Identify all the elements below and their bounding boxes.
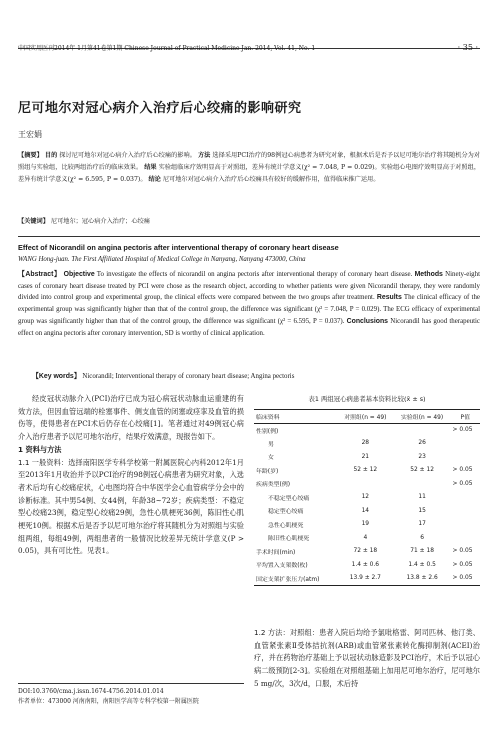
table-cell: 71 ± 18 [410, 548, 434, 555]
running-head [18, 43, 480, 52]
author: 王宏娟 [18, 130, 42, 139]
table-cell: 17 [418, 521, 426, 528]
table-cell: 男 [268, 441, 274, 448]
results-label: 结果 [144, 164, 157, 171]
table-cell: 13.9 ± 2.7 [349, 575, 381, 581]
objective-text-en: To investigate the effects of nicorandil on angina pectoris after interventional therapy of coronary heart disease. [96, 271, 413, 278]
keywords-label-en: 【Key words】 [32, 373, 81, 380]
table-cell: 女 [268, 455, 274, 462]
table-cell: > 0.05 [452, 467, 473, 474]
table-cell [451, 491, 480, 505]
table-cell: 1.4 ± 0.6 [351, 561, 380, 568]
abstract-label: 【摘要】 [18, 152, 43, 159]
footer-notes [18, 683, 244, 707]
table-row [254, 572, 480, 586]
table-cell [394, 477, 451, 491]
table-cell: > 0.05 [452, 548, 473, 555]
results-text-en: The clinical efficacy of the experimental group was significantly higher than that of the control group, the difference was significant (χ² = 7.048, P = 0.029). The ECG efficacy of experimental group was significantly higher than that of the control group, the difference was significant (χ² = 6.595, P = 0.037). [18, 294, 480, 325]
keywords-cn [18, 217, 480, 237]
objective-label: 目的 [44, 152, 58, 159]
table-cell: 52 ± 12 [410, 467, 434, 474]
table-row [254, 558, 480, 572]
table-cell: 陈旧性心肌梗死 [268, 536, 310, 543]
table-cell: > 0.05 [452, 480, 473, 487]
table-cell: 21 [361, 453, 370, 460]
table-row [254, 491, 480, 505]
table-header: 临床资料 [256, 414, 280, 421]
table-row [254, 423, 480, 437]
table-cell [337, 423, 394, 437]
doi: DOI:10.3760/cma.j.issn.1674-4756.2014.01.014 [18, 688, 164, 695]
table-cell: 手术时间(min) [256, 549, 296, 556]
table-row [254, 437, 480, 451]
objective-text: 探讨尼可地尔对冠心病介入治疗后心绞痛的影响。 [59, 152, 196, 159]
table-cell: 72 ± 18 [353, 548, 378, 555]
abstract-en [18, 269, 480, 339]
table-cell: 4 [363, 534, 368, 541]
page-number: · 35 · [457, 43, 478, 52]
table-cell: 年龄(岁) [256, 468, 279, 475]
keywords-text: 尼可地尔；冠心病介入治疗；心绞痛 [50, 218, 150, 225]
table-cell: 1.4 ± 0.5 [408, 561, 436, 568]
subsection-1-2-label: 1.2 方法： [254, 628, 290, 637]
methods-label: 方法 [197, 152, 211, 159]
table-title: 表1 两组冠心病患者基本资料比较(x̄ ± s) [308, 395, 426, 403]
table-cell: 28 [361, 440, 370, 447]
table-cell: 52 ± 12 [353, 467, 378, 474]
subsection-1-1-text: 选择南阳医学专科学校第一附属医院心内科2012年1月至2013年1月收治并予以PCI治疗的98例冠心病患者为研究对象，入选者术后均有心绞痛症状，心电图均符合中华医学会心血管病学分会中的诊断标准。其中男54例、女44例，年龄38~72岁；疾病类型：不稳定型心绞痛23例，稳定型心绞痛29例，急性心肌梗死36例，陈旧性心肌梗死10例。根据术后是否予以尼可地尔治疗将其随机分为对照组与实验组两组，每组49例，两组患者的一般情况比较差异无统计学意义(P > 0.05)，具有可比性。见表1。 [18, 457, 244, 556]
table-header: 对照组(n = 49) [344, 414, 387, 421]
author-en: WANG Hong-juan. The First Affiliated Hospital of Medical College in Nanyang, Nanyang 473000, China [18, 256, 306, 263]
table-cell: 19 [361, 521, 370, 528]
abstract-label-en: 【Abstract】 [18, 271, 62, 278]
table-cell: 15 [418, 507, 426, 514]
section-heading-1: 1 资料与方法 [18, 444, 62, 454]
table-cell [451, 450, 480, 464]
methods-label-en: Methods [414, 271, 443, 278]
table-cell: 平均置入支架数(枚) [256, 563, 308, 570]
keywords-text-en: Nicorandil; Interventional therapy of coronary heart disease; Angina pectoris [82, 373, 295, 380]
keywords-label: 【关键词】 [18, 218, 49, 225]
table-row [254, 477, 480, 491]
methods-text-en: Ninety-eight cases of coronary heart disease treated by PCI were chose as the research object, according to whether patients were given Nicorandil therapy, they were randomly divided into control group and experimental group, the clinical effects were compared between the two groups after treatment. [18, 271, 480, 302]
table-cell: > 0.05 [452, 561, 473, 568]
table-cell: 23 [418, 453, 426, 460]
abstract-cn [18, 150, 480, 186]
subsection-1-1-label: 1.1 一般资料： [18, 457, 69, 467]
table-cell [451, 437, 480, 451]
table-cell: 13.8 ± 2.6 [406, 575, 438, 581]
table-row [254, 545, 480, 559]
table-cell [337, 477, 394, 491]
table-cell: 12 [361, 494, 370, 501]
table-row [254, 518, 480, 532]
table-cell: 26 [418, 440, 426, 447]
body-right-column [254, 627, 480, 691]
table-cell: 性别(例) [256, 428, 279, 435]
table-cell: 国定支架扩张压力(atm) [256, 576, 320, 583]
table-cell [451, 531, 480, 545]
table-header-row [254, 410, 480, 424]
author-affiliation: 作者单位：473000 河南南阳，南阳医学高等专科学校第一附属医院 [18, 698, 199, 705]
table-row [254, 504, 480, 518]
table-cell: 疾病类型(例) [256, 482, 291, 489]
keywords-en [32, 372, 480, 382]
article-title-en: Effect of Nicorandil on angina pectoris after interventional therapy of coronary heart disease [18, 243, 339, 252]
methods-text: 选择采用PCI治疗的98例冠心病患者为研究对象，根据术后是否予以尼可地尔治疗将其随机分为对照组与实验组，比较两组治疗后的临床效果。 [18, 152, 481, 171]
subsection-1-2-text: 对照组：患者入院后均给予氯吡格雷、阿司匹林、他汀类、血管紧张素Ⅱ受体拮抗剂(ARB)或血管紧张素转化酶抑制剂(ACEI)治疗，并在药物治疗基础上予以冠状动脉造影及PCI治疗，术后予以冠心病二级预防[2-3]。实验组在对照组基础上加用尼可地尔治疗，尼可地尔5 mg/次，3次/d，口服，术后持 [254, 628, 480, 688]
table-header: 实验组(n = 49) [401, 414, 444, 421]
subsection-1-2 [254, 627, 480, 691]
body-left-column [18, 393, 244, 558]
table-cell: 6 [420, 534, 424, 541]
objective-label-en: Objective [63, 271, 95, 278]
conclusions-label: 结论 [148, 176, 161, 183]
table-cell [451, 504, 480, 518]
conclusions-label-en: Conclusions [346, 317, 389, 325]
results-label-en: Results [376, 294, 402, 302]
journal-citation: 中国实用医刊2014年 1月第41卷第1期 Chinese Journal of Practical Medicine Jan. 2014, Vol. 41, No. 1 [18, 45, 316, 52]
subsection-1-1 [18, 457, 244, 559]
table-cell: 11 [418, 494, 426, 501]
table-cell: 不稳定型心绞痛 [268, 495, 310, 502]
table-cell: > 0.05 [452, 575, 473, 581]
table-cell: 稳定型心绞痛 [268, 509, 304, 516]
table-cell: > 0.05 [452, 427, 473, 433]
table-cell [451, 518, 480, 532]
conclusions-text: 尼可地尔对冠心病介入治疗后心绞痛具有较好的缓解作用，值得临床推广运用。 [162, 176, 380, 183]
intro-paragraph: 经皮冠状动脉介入(PCI)治疗已成为冠心病冠状动脉血运重建的有效方法，但因血管远端的栓塞事件、侧支血管的闭塞或痉挛及血管的损伤等，使得患者在PCI术后仍存在心绞痛[1]。笔者通过对49例冠心病介入治疗患者予以尼可地尔治疗，结果疗效满意，现报告如下。 [18, 394, 244, 442]
table-row [254, 450, 480, 464]
conclusions-text-en: Nicorandil has good therapeutic effect on angina pectoris after coronary intervention, SD is worthy of clinical application. [18, 317, 480, 337]
results-text: 实验组临床疗效明显高于对照组，差异有统计学意义(χ² = 7.048, P = 0.029)。实验组心电图疗效明显高于对照组，差异有统计学意义(χ² = 6.595, P = 0.037)。 [18, 164, 481, 183]
table-row [254, 464, 480, 478]
article-title: 尼可地尔对冠心病介入治疗后心绞痛的影响研究 [18, 101, 302, 116]
table-cell [394, 423, 451, 437]
table-row [254, 531, 480, 545]
table-cell: 14 [361, 507, 370, 514]
table-header: P值 [460, 414, 470, 421]
baseline-table [254, 409, 480, 586]
table-cell: 急性心肌梗死 [268, 522, 304, 529]
